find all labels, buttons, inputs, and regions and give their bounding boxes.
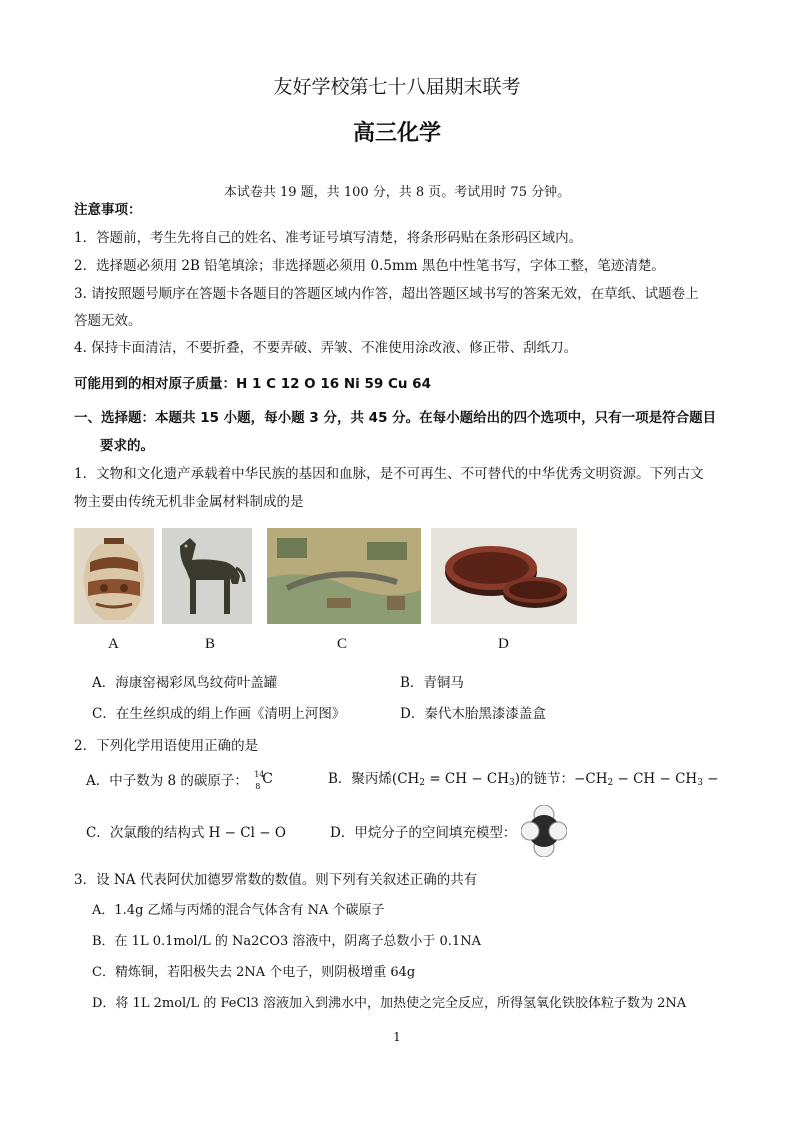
formula-part: = CH − CH: [425, 771, 510, 787]
notice-item: 4. 保持卡面清洁，不要折叠，不要弄破、弄皱、不准使用涂改液、修正带、刮纸刀。: [74, 340, 578, 356]
q2-option-d: D．甲烷分子的空间填充模型：: [330, 825, 517, 841]
q2-option-a-text: A．中子数为 8 的碳原子：: [86, 773, 248, 789]
exam-intro: 本试卷共 19 题，共 100 分，共 8 页。考试用时 75 分钟。: [223, 185, 571, 200]
carbon-isotope: [252, 769, 272, 789]
methane-model-icon: [521, 805, 567, 857]
q2-option-b-text: B．聚丙烯: [328, 771, 392, 787]
qingming-painting-image: [267, 528, 421, 624]
lacquer-box-image: [431, 528, 577, 624]
image-label-b: B: [205, 636, 216, 652]
q2-option-c: C．次氯酸的结构式 H − Cl − O: [86, 825, 286, 841]
formula-subscript: 3: [697, 778, 703, 788]
q2-option-b-text2: 的链节：: [520, 771, 575, 787]
notice-item: 答题无效。: [74, 313, 142, 329]
notice-item: 1．答题前，考生先将自己的姓名、准考证号填写清楚，将条形码贴在条形码区域内。: [74, 230, 583, 246]
q1-option-b: B．青铜马: [400, 675, 464, 691]
q3-option-d: D．将 1L 2mol/L 的 FeCl3 溶液加入到沸水中，加热使之完全反应，所得氢氧化铁胶体粒子数为 2NA: [92, 996, 687, 1011]
atomic-masses: 可能用到的相对原子质量：H 1 C 12 O 16 Ni 59 Cu 64: [74, 376, 431, 392]
section-title: 一、选择题：本题共 15 小题，每小题 3 分，共 45 分。在每小题给出的四个选项中，只有一项是符合题目: [74, 410, 717, 426]
formula-subscript: 2: [419, 778, 426, 788]
question-2-stem: 2．下列化学用语使用正确的是: [74, 738, 259, 754]
formula-part: ): [514, 771, 521, 787]
atomic-number: 8: [255, 782, 261, 791]
q3-option-c: C．精炼铜，若阳极失去 2NA 个电子，则阴极增重 64g: [92, 965, 416, 980]
question-3-stem: 3．设 NA 代表阿伏加德罗常数的数值。则下列有关叙述正确的共有: [74, 872, 478, 888]
page-number: 1: [393, 1030, 401, 1044]
q1-option-a: A．海康窑褐彩凤鸟纹荷叶盖罐: [92, 675, 278, 691]
notice-item: 3. 请按照题号顺序在答题卡各题目的答题区域内作答，超出答题区域书写的答案无效，在草纸、试题卷上: [74, 286, 699, 302]
formula-part: −CH: [574, 771, 608, 787]
formula-part: −: [702, 771, 719, 787]
formula-part: − CH − CH: [613, 771, 698, 787]
image-label-d: D: [498, 636, 509, 652]
pottery-jar-image: [74, 528, 154, 624]
mass-number: 14: [254, 770, 265, 779]
q1-option-c: C．在生丝织成的绢上作画《清明上河图》: [92, 706, 346, 722]
q2-option-b: [328, 769, 719, 793]
question-1-stem: 1．文物和文化遗产承载着中华民族的基因和血脉，是不可再生、不可替代的中华优秀文明资源。下列古文: [74, 466, 704, 482]
section-title-cont: 要求的。: [100, 438, 154, 454]
notice-item: 2．选择题必须用 2B 铅笔填涂；非选择题必须用 0.5mm 黑色中性笔书写，字体工整，笔迹清楚。: [74, 258, 665, 274]
q3-option-b: B．在 1L 0.1mol/L 的 Na2CO3 溶液中，阴离子总数小于 0.1NA: [92, 934, 481, 949]
question-1-stem-cont: 物主要由传统无机非金属材料制成的是: [74, 494, 304, 510]
image-label-c: C: [337, 636, 348, 652]
q1-option-d: D．秦代木胎黑漆漆盖盒: [400, 706, 546, 722]
formula-part: (CH: [391, 771, 420, 787]
q2-option-a: [86, 769, 272, 791]
subject-title: 高三化学: [352, 121, 441, 146]
formula-subscript: 2: [607, 778, 614, 788]
school-title: 友好学校第七十八届期末联考: [273, 76, 521, 98]
image-label-a: A: [108, 636, 119, 652]
propylene-formula: [392, 771, 520, 787]
repeat-unit: [574, 771, 719, 787]
formula-subscript: 3: [509, 778, 515, 788]
element-symbol: C: [262, 771, 273, 787]
bronze-horse-image: [162, 528, 252, 624]
notice-title: 注意事项：: [74, 202, 142, 218]
q3-option-a: A．1.4g 乙烯与丙烯的混合气体含有 NA 个碳原子: [92, 903, 385, 918]
